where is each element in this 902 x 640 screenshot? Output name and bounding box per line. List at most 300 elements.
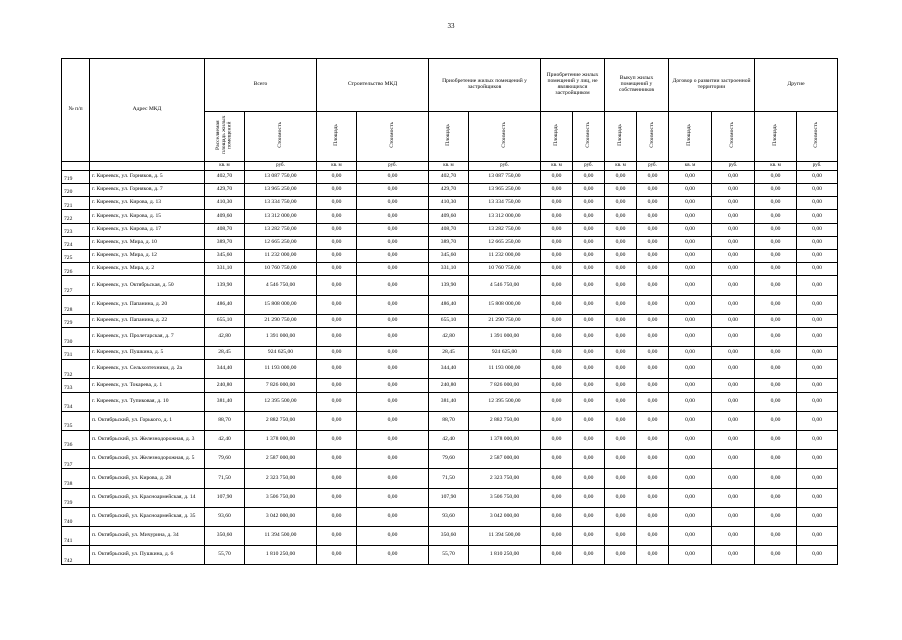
developer-purchase-area-cell: 486,40	[429, 295, 469, 314]
row-number-cell: 736	[62, 431, 90, 450]
row-number-cell: 742	[62, 546, 90, 565]
total-cost-cell: 3 042 000,00	[245, 507, 317, 526]
resettlement-table	[61, 58, 838, 565]
buyout-area-cell: 0,00	[605, 488, 637, 507]
total-area-cell: 402,70	[205, 170, 245, 183]
buyout-area-cell: 0,00	[605, 236, 637, 249]
developer-purchase-area-cell: 331,10	[429, 263, 469, 276]
nondeveloper-purchase-area-cell: 0,00	[541, 526, 573, 545]
address-cell: п. Октябрьский, ул. Пушкина, д. 6	[90, 546, 205, 565]
total-cost-cell: 4 546 750,00	[245, 276, 317, 295]
developer-purchase-cost-cell: 12 665 250,00	[469, 236, 541, 249]
nondeveloper-purchase-area-cell: 0,00	[541, 295, 573, 314]
other-area-cell: 0,00	[755, 526, 797, 545]
developer-purchase-area-cell: 655,10	[429, 314, 469, 327]
row-number-cell: 735	[62, 411, 90, 430]
other-cost-cell: 0,00	[797, 379, 838, 392]
construction-area-cell: 0,00	[317, 411, 357, 430]
construction-area-cell: 0,00	[317, 263, 357, 276]
developer-purchase-cost-cell: 13 965 250,00	[469, 184, 541, 197]
total-area-cell: 55,70	[205, 546, 245, 565]
other-area-cell: 0,00	[755, 327, 797, 346]
total-area-cell: 88,70	[205, 411, 245, 430]
development-agreement-cost-cell: 0,00	[712, 327, 755, 346]
other-cost-cell: 0,00	[797, 210, 838, 223]
buyout-cost-cell: 0,00	[637, 431, 669, 450]
development-agreement-cost-cell: 0,00	[712, 360, 755, 379]
construction-area-cell: 0,00	[317, 210, 357, 223]
buyout-area-cell: 0,00	[605, 223, 637, 236]
construction-area-cell: 0,00	[317, 314, 357, 327]
buyout-cost-cell: 0,00	[637, 249, 669, 262]
construction-cost-cell: 0,00	[357, 411, 429, 430]
buyout-cost-cell: 0,00	[637, 469, 669, 488]
other-area-cell: 0,00	[755, 431, 797, 450]
other-cost-cell: 0,00	[797, 295, 838, 314]
developer-purchase-area-cell: 240,80	[429, 379, 469, 392]
total-cost-cell: 3 506 750,00	[245, 488, 317, 507]
development-agreement-cost-cell: 0,00	[712, 249, 755, 262]
developer-purchase-area-cell: 350,60	[429, 526, 469, 545]
developer-purchase-area-cell: 344,40	[429, 360, 469, 379]
total-cost-cell: 1 810 250,00	[245, 546, 317, 565]
developer-purchase-area-cell: 402,70	[429, 170, 469, 183]
total-area-cell: 107,90	[205, 488, 245, 507]
other-cost-cell: 0,00	[797, 263, 838, 276]
other-cost-cell: 0,00	[797, 411, 838, 430]
development-agreement-area-cell: 0,00	[669, 469, 712, 488]
sub-header-area: Площадь	[541, 112, 573, 162]
address-cell: п. Октябрьский, ул. Красноармейская, д. 35	[90, 507, 205, 526]
nondeveloper-purchase-cost-cell: 0,00	[573, 276, 605, 295]
development-agreement-area-cell: 0,00	[669, 392, 712, 411]
nondeveloper-purchase-area-cell: 0,00	[541, 314, 573, 327]
developer-purchase-cost-cell: 1 391 000,00	[469, 327, 541, 346]
development-agreement-cost-cell: 0,00	[712, 431, 755, 450]
units-cell	[62, 161, 90, 170]
table-row	[62, 392, 838, 411]
page-number: 33	[447, 22, 455, 30]
developer-purchase-area-cell: 55,70	[429, 546, 469, 565]
table-row	[62, 236, 838, 249]
group-header-developer-purchase: Приобретение жилых помещений у застройщиков	[429, 59, 541, 112]
table-row	[62, 223, 838, 236]
development-agreement-area-cell: 0,00	[669, 526, 712, 545]
developer-purchase-cost-cell: 2 323 750,00	[469, 469, 541, 488]
nondeveloper-purchase-area-cell: 0,00	[541, 488, 573, 507]
construction-cost-cell: 0,00	[357, 327, 429, 346]
sub-header-cost: Стоимость	[573, 112, 605, 162]
buyout-cost-cell: 0,00	[637, 295, 669, 314]
buyout-cost-cell: 0,00	[637, 526, 669, 545]
total-cost-cell: 12 665 250,00	[245, 236, 317, 249]
sub-header-area: Площадь	[755, 112, 797, 162]
construction-cost-cell: 0,00	[357, 295, 429, 314]
buyout-cost-cell: 0,00	[637, 546, 669, 565]
development-agreement-area-cell: 0,00	[669, 450, 712, 469]
nondeveloper-purchase-cost-cell: 0,00	[573, 210, 605, 223]
developer-purchase-area-cell: 88,70	[429, 411, 469, 430]
construction-area-cell: 0,00	[317, 546, 357, 565]
other-area-cell: 0,00	[755, 507, 797, 526]
total-area-cell: 389,70	[205, 236, 245, 249]
total-cost-cell: 13 282 750,00	[245, 223, 317, 236]
nondeveloper-purchase-cost-cell: 0,00	[573, 223, 605, 236]
sub-header-area: Площадь	[669, 112, 712, 162]
row-number-cell: 741	[62, 526, 90, 545]
construction-cost-cell: 0,00	[357, 223, 429, 236]
total-cost-cell: 11 394 500,00	[245, 526, 317, 545]
sub-header-cost: Стоимость	[245, 112, 317, 162]
buyout-cost-cell: 0,00	[637, 223, 669, 236]
sub-header-area: Площадь	[429, 112, 469, 162]
other-cost-cell: 0,00	[797, 276, 838, 295]
construction-area-cell: 0,00	[317, 431, 357, 450]
construction-cost-cell: 0,00	[357, 360, 429, 379]
development-agreement-cost-cell: 0,00	[712, 170, 755, 183]
development-agreement-area-cell: 0,00	[669, 210, 712, 223]
row-number-cell: 730	[62, 327, 90, 346]
other-area-cell: 0,00	[755, 450, 797, 469]
address-cell: г. Киреевск, ул. Пролетарская, д. 7	[90, 327, 205, 346]
nondeveloper-purchase-area-cell: 0,00	[541, 276, 573, 295]
developer-purchase-area-cell: 429,70	[429, 184, 469, 197]
table-row	[62, 170, 838, 183]
development-agreement-cost-cell: 0,00	[712, 184, 755, 197]
developer-purchase-area-cell: 42,40	[429, 431, 469, 450]
total-cost-cell: 1 391 000,00	[245, 327, 317, 346]
construction-area-cell: 0,00	[317, 184, 357, 197]
construction-cost-cell: 0,00	[357, 392, 429, 411]
table-row	[62, 507, 838, 526]
development-agreement-area-cell: 0,00	[669, 347, 712, 360]
nondeveloper-purchase-cost-cell: 0,00	[573, 469, 605, 488]
group-header-development-agreement: Договор о развитии застроенной территории	[669, 59, 755, 112]
group-header-construction: Строительство МКД	[317, 59, 429, 112]
table-body	[62, 170, 838, 565]
developer-purchase-cost-cell: 15 808 000,00	[469, 295, 541, 314]
development-agreement-area-cell: 0,00	[669, 379, 712, 392]
nondeveloper-purchase-cost-cell: 0,00	[573, 236, 605, 249]
units-cell: кв. м	[541, 161, 573, 170]
buyout-area-cell: 0,00	[605, 314, 637, 327]
resettlement-table-container	[61, 58, 838, 565]
table-row	[62, 379, 838, 392]
nondeveloper-purchase-cost-cell: 0,00	[573, 392, 605, 411]
sub-header-cost: Стоимость	[797, 112, 838, 162]
other-area-cell: 0,00	[755, 276, 797, 295]
table-row	[62, 488, 838, 507]
construction-cost-cell: 0,00	[357, 431, 429, 450]
nondeveloper-purchase-area-cell: 0,00	[541, 379, 573, 392]
developer-purchase-cost-cell: 1 378 000,00	[469, 431, 541, 450]
buyout-cost-cell: 0,00	[637, 507, 669, 526]
other-area-cell: 0,00	[755, 236, 797, 249]
buyout-cost-cell: 0,00	[637, 392, 669, 411]
construction-cost-cell: 0,00	[357, 170, 429, 183]
construction-cost-cell: 0,00	[357, 507, 429, 526]
buyout-cost-cell: 0,00	[637, 360, 669, 379]
other-area-cell: 0,00	[755, 249, 797, 262]
other-area-cell: 0,00	[755, 197, 797, 210]
nondeveloper-purchase-area-cell: 0,00	[541, 411, 573, 430]
development-agreement-cost-cell: 0,00	[712, 526, 755, 545]
developer-purchase-area-cell: 71,50	[429, 469, 469, 488]
sub-header-resettled-area: Расселяемая площадь жилых помещений	[205, 112, 245, 162]
construction-cost-cell: 0,00	[357, 526, 429, 545]
total-area-cell: 409,60	[205, 210, 245, 223]
other-area-cell: 0,00	[755, 210, 797, 223]
development-agreement-cost-cell: 0,00	[712, 263, 755, 276]
row-number-cell: 729	[62, 314, 90, 327]
buyout-area-cell: 0,00	[605, 450, 637, 469]
units-cell: кв. м	[317, 161, 357, 170]
construction-cost-cell: 0,00	[357, 488, 429, 507]
developer-purchase-cost-cell: 13 334 750,00	[469, 197, 541, 210]
development-agreement-area-cell: 0,00	[669, 170, 712, 183]
nondeveloper-purchase-area-cell: 0,00	[541, 223, 573, 236]
other-cost-cell: 0,00	[797, 360, 838, 379]
developer-purchase-cost-cell: 11 193 000,00	[469, 360, 541, 379]
construction-cost-cell: 0,00	[357, 236, 429, 249]
buyout-area-cell: 0,00	[605, 411, 637, 430]
construction-cost-cell: 0,00	[357, 379, 429, 392]
total-area-cell: 93,60	[205, 507, 245, 526]
development-agreement-area-cell: 0,00	[669, 263, 712, 276]
total-cost-cell: 12 395 500,00	[245, 392, 317, 411]
units-cell: руб.	[712, 161, 755, 170]
construction-cost-cell: 0,00	[357, 450, 429, 469]
buyout-area-cell: 0,00	[605, 249, 637, 262]
other-cost-cell: 0,00	[797, 469, 838, 488]
development-agreement-cost-cell: 0,00	[712, 347, 755, 360]
development-agreement-area-cell: 0,00	[669, 223, 712, 236]
address-cell: г. Киреевск, ул. Тупиковая, д. 10	[90, 392, 205, 411]
developer-purchase-cost-cell: 3 506 750,00	[469, 488, 541, 507]
construction-area-cell: 0,00	[317, 392, 357, 411]
buyout-cost-cell: 0,00	[637, 197, 669, 210]
row-number-cell: 721	[62, 197, 90, 210]
row-number-cell: 724	[62, 236, 90, 249]
development-agreement-area-cell: 0,00	[669, 197, 712, 210]
address-cell: п. Октябрьский, ул. Железнодорожная, д. 5	[90, 450, 205, 469]
address-cell: г. Киреевск, ул. Папанина, д. 20	[90, 295, 205, 314]
nondeveloper-purchase-cost-cell: 0,00	[573, 327, 605, 346]
construction-area-cell: 0,00	[317, 469, 357, 488]
developer-purchase-cost-cell: 12 395 500,00	[469, 392, 541, 411]
developer-purchase-area-cell: 93,60	[429, 507, 469, 526]
developer-purchase-cost-cell: 13 087 750,00	[469, 170, 541, 183]
buyout-area-cell: 0,00	[605, 526, 637, 545]
address-cell: п. Октябрьский, ул. Красноармейская, д. 14	[90, 488, 205, 507]
construction-cost-cell: 0,00	[357, 314, 429, 327]
developer-purchase-cost-cell: 7 826 000,00	[469, 379, 541, 392]
developer-purchase-cost-cell: 21 290 750,00	[469, 314, 541, 327]
buyout-cost-cell: 0,00	[637, 347, 669, 360]
development-agreement-area-cell: 0,00	[669, 360, 712, 379]
other-cost-cell: 0,00	[797, 197, 838, 210]
row-number-cell: 732	[62, 360, 90, 379]
nondeveloper-purchase-cost-cell: 0,00	[573, 488, 605, 507]
developer-purchase-cost-cell: 10 760 750,00	[469, 263, 541, 276]
total-cost-cell: 1 378 000,00	[245, 431, 317, 450]
total-area-cell: 240,80	[205, 379, 245, 392]
table-row	[62, 360, 838, 379]
buyout-area-cell: 0,00	[605, 347, 637, 360]
construction-cost-cell: 0,00	[357, 184, 429, 197]
construction-cost-cell: 0,00	[357, 469, 429, 488]
nondeveloper-purchase-area-cell: 0,00	[541, 197, 573, 210]
group-header-total: Всего	[205, 59, 317, 112]
row-number-cell: 737	[62, 450, 90, 469]
other-cost-cell: 0,00	[797, 431, 838, 450]
other-area-cell: 0,00	[755, 360, 797, 379]
address-cell: г. Киреевск, ул. Октябрьская, д. 50	[90, 276, 205, 295]
nondeveloper-purchase-cost-cell: 0,00	[573, 314, 605, 327]
nondeveloper-purchase-area-cell: 0,00	[541, 249, 573, 262]
buyout-area-cell: 0,00	[605, 184, 637, 197]
row-number-cell: 726	[62, 263, 90, 276]
nondeveloper-purchase-cost-cell: 0,00	[573, 507, 605, 526]
development-agreement-cost-cell: 0,00	[712, 392, 755, 411]
nondeveloper-purchase-cost-cell: 0,00	[573, 347, 605, 360]
development-agreement-area-cell: 0,00	[669, 236, 712, 249]
other-area-cell: 0,00	[755, 392, 797, 411]
nondeveloper-purchase-area-cell: 0,00	[541, 184, 573, 197]
group-header-nondeveloper-purchase: Приобретение жилых помещений у лиц, не являющихся застройщиком	[541, 59, 605, 112]
other-cost-cell: 0,00	[797, 170, 838, 183]
developer-purchase-area-cell: 345,60	[429, 249, 469, 262]
total-area-cell: 408,70	[205, 223, 245, 236]
nondeveloper-purchase-cost-cell: 0,00	[573, 249, 605, 262]
other-cost-cell: 0,00	[797, 526, 838, 545]
total-cost-cell: 7 826 000,00	[245, 379, 317, 392]
buyout-area-cell: 0,00	[605, 360, 637, 379]
address-cell: п. Октябрьский, ул. Железнодорожная, д. 3	[90, 431, 205, 450]
sub-header-area: Площадь	[317, 112, 357, 162]
buyout-area-cell: 0,00	[605, 546, 637, 565]
nondeveloper-purchase-area-cell: 0,00	[541, 507, 573, 526]
developer-purchase-area-cell: 410,30	[429, 197, 469, 210]
address-cell: г. Киреевск, ул. Токарева, д. 1	[90, 379, 205, 392]
construction-area-cell: 0,00	[317, 249, 357, 262]
table-row	[62, 276, 838, 295]
construction-area-cell: 0,00	[317, 236, 357, 249]
total-area-cell: 331,10	[205, 263, 245, 276]
nondeveloper-purchase-area-cell: 0,00	[541, 210, 573, 223]
developer-purchase-cost-cell: 924 625,00	[469, 347, 541, 360]
total-area-cell: 655,10	[205, 314, 245, 327]
total-cost-cell: 924 625,00	[245, 347, 317, 360]
buyout-cost-cell: 0,00	[637, 379, 669, 392]
table-row	[62, 263, 838, 276]
units-cell	[90, 161, 205, 170]
col-header-num: № п/п	[62, 59, 90, 162]
other-cost-cell: 0,00	[797, 249, 838, 262]
buyout-cost-cell: 0,00	[637, 276, 669, 295]
table-row	[62, 210, 838, 223]
buyout-cost-cell: 0,00	[637, 314, 669, 327]
other-cost-cell: 0,00	[797, 488, 838, 507]
row-number-cell: 719	[62, 170, 90, 183]
other-area-cell: 0,00	[755, 170, 797, 183]
row-number-cell: 739	[62, 488, 90, 507]
address-cell: г. Киреевск, ул. Пушкина, д. 5	[90, 347, 205, 360]
nondeveloper-purchase-area-cell: 0,00	[541, 469, 573, 488]
address-cell: г. Киреевск, ул. Сельхозтехники, д. 2а	[90, 360, 205, 379]
other-cost-cell: 0,00	[797, 223, 838, 236]
developer-purchase-area-cell: 42,80	[429, 327, 469, 346]
total-area-cell: 79,60	[205, 450, 245, 469]
construction-area-cell: 0,00	[317, 360, 357, 379]
other-cost-cell: 0,00	[797, 184, 838, 197]
total-area-cell: 345,60	[205, 249, 245, 262]
construction-area-cell: 0,00	[317, 526, 357, 545]
developer-purchase-cost-cell: 2 587 000,00	[469, 450, 541, 469]
buyout-cost-cell: 0,00	[637, 263, 669, 276]
table-row	[62, 411, 838, 430]
table-row	[62, 431, 838, 450]
development-agreement-area-cell: 0,00	[669, 314, 712, 327]
total-cost-cell: 11 193 000,00	[245, 360, 317, 379]
other-cost-cell: 0,00	[797, 507, 838, 526]
other-area-cell: 0,00	[755, 263, 797, 276]
buyout-area-cell: 0,00	[605, 210, 637, 223]
table-row	[62, 295, 838, 314]
total-area-cell: 381,40	[205, 392, 245, 411]
development-agreement-cost-cell: 0,00	[712, 469, 755, 488]
developer-purchase-area-cell: 28,45	[429, 347, 469, 360]
table-row	[62, 184, 838, 197]
total-area-cell: 350,60	[205, 526, 245, 545]
development-agreement-area-cell: 0,00	[669, 488, 712, 507]
other-area-cell: 0,00	[755, 314, 797, 327]
developer-purchase-cost-cell: 13 312 000,00	[469, 210, 541, 223]
address-cell: г. Киреевск, ул. Кирова, д. 15	[90, 210, 205, 223]
developer-purchase-area-cell: 408,70	[429, 223, 469, 236]
buyout-cost-cell: 0,00	[637, 488, 669, 507]
construction-area-cell: 0,00	[317, 488, 357, 507]
address-cell: г. Киреевск, ул. Папанина, д. 22	[90, 314, 205, 327]
construction-area-cell: 0,00	[317, 170, 357, 183]
nondeveloper-purchase-area-cell: 0,00	[541, 546, 573, 565]
development-agreement-area-cell: 0,00	[669, 546, 712, 565]
total-area-cell: 139,90	[205, 276, 245, 295]
development-agreement-cost-cell: 0,00	[712, 210, 755, 223]
nondeveloper-purchase-cost-cell: 0,00	[573, 263, 605, 276]
sub-header-cost: Стоимость	[357, 112, 429, 162]
buyout-area-cell: 0,00	[605, 469, 637, 488]
development-agreement-cost-cell: 0,00	[712, 197, 755, 210]
other-cost-cell: 0,00	[797, 327, 838, 346]
development-agreement-cost-cell: 0,00	[712, 223, 755, 236]
address-cell: г. Киреевск, ул. Горняков, д. 7	[90, 184, 205, 197]
development-agreement-area-cell: 0,00	[669, 276, 712, 295]
nondeveloper-purchase-cost-cell: 0,00	[573, 526, 605, 545]
nondeveloper-purchase-area-cell: 0,00	[541, 236, 573, 249]
row-number-cell: 740	[62, 507, 90, 526]
nondeveloper-purchase-area-cell: 0,00	[541, 392, 573, 411]
development-agreement-cost-cell: 0,00	[712, 314, 755, 327]
developer-purchase-cost-cell: 3 042 000,00	[469, 507, 541, 526]
units-cell: руб.	[245, 161, 317, 170]
nondeveloper-purchase-cost-cell: 0,00	[573, 184, 605, 197]
construction-area-cell: 0,00	[317, 347, 357, 360]
header-group-row	[62, 59, 838, 112]
total-area-cell: 28,45	[205, 347, 245, 360]
construction-cost-cell: 0,00	[357, 249, 429, 262]
total-cost-cell: 21 290 750,00	[245, 314, 317, 327]
